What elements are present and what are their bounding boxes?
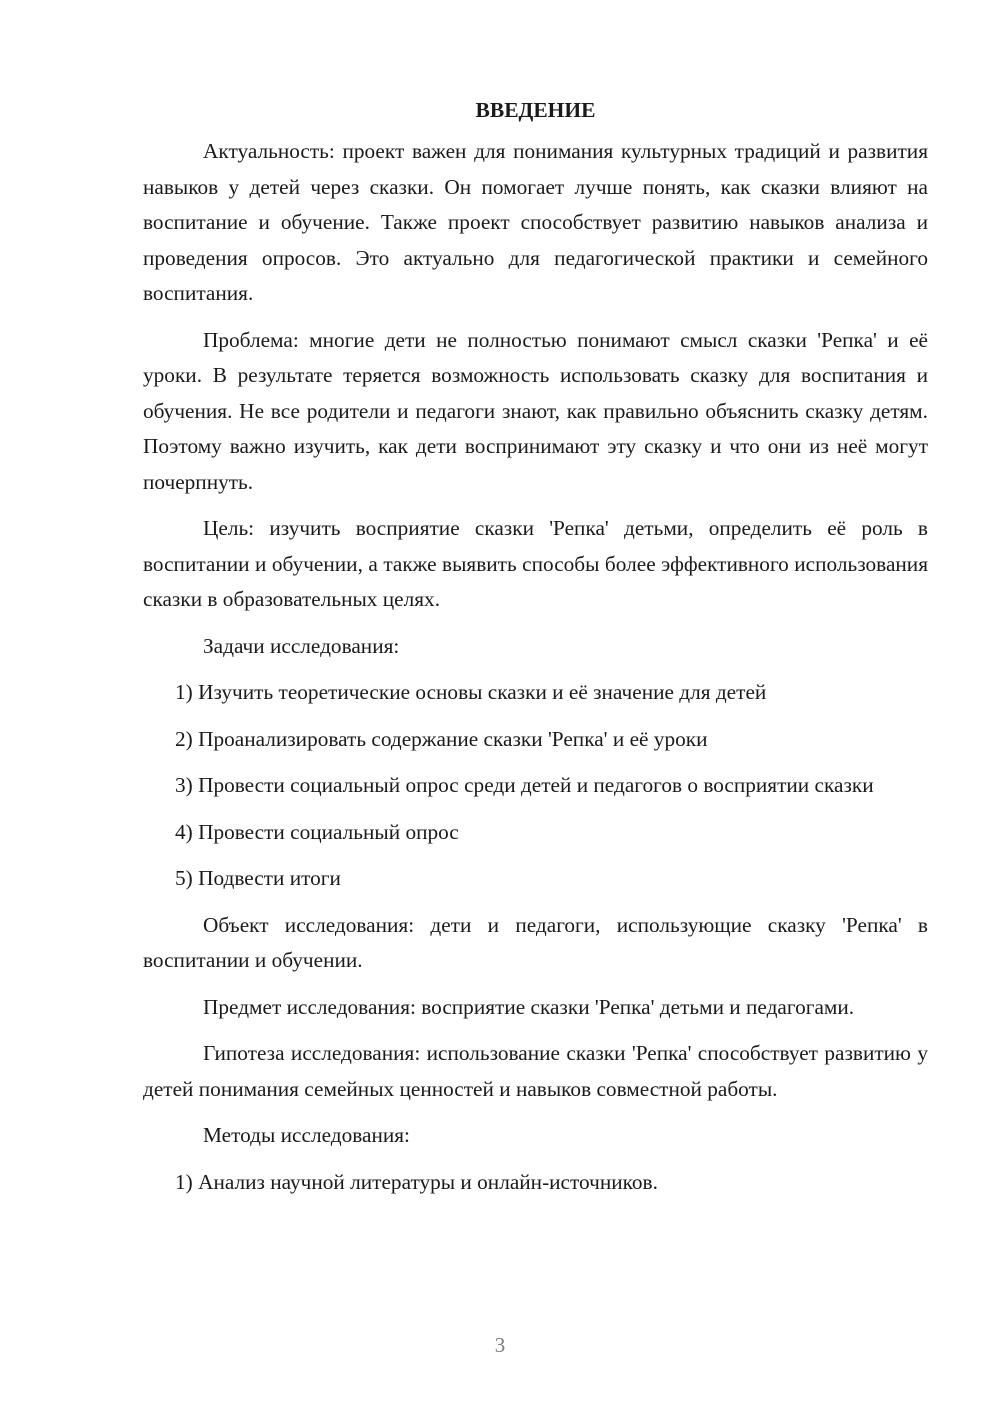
- task-item-5: 5) Подвести итоги: [175, 866, 341, 890]
- relevance-paragraph: Актуальность: проект важен для понимания культурных традиций и развития навыков у детей через сказки. Он помогает лучше понять, как сказки влияют на воспитание и обучение. Также проект способствует развитию навыков анализа и проведения опросов. Это актуально для педагогической практики и семейного воспитания.: [143, 139, 928, 305]
- task-item-4: 4) Провести социальный опрос: [175, 819, 459, 844]
- task-item-2: 2) Проанализировать содержание сказки 'Репка' и её уроки: [175, 726, 708, 751]
- hypothesis-paragraph: Гипотеза исследования: использование сказки 'Репка' способствует развитию у детей понимания семейных ценностей и навыков совместной работы.: [143, 1041, 928, 1101]
- document-page: [143, 96, 928, 1211]
- goal-paragraph: Цель: изучить восприятие сказки 'Репка' детьми, определить её роль в воспитании и обучении, а также выявить способы более эффективного использования сказки в образовательных целях.: [143, 516, 928, 611]
- section-title: ВВЕДЕНИЕ: [475, 98, 596, 122]
- tasks-heading: Задачи исследования:: [203, 633, 400, 658]
- method-item-1: 1) Анализ научной литературы и онлайн-источников.: [175, 1169, 658, 1194]
- task-item-3: 3) Провести социальный опрос среди детей и педагогов о восприятии сказки: [175, 773, 874, 797]
- subject-paragraph: Предмет исследования: восприятие сказки 'Репка' детьми и педагогами.: [203, 994, 855, 1019]
- object-paragraph: Объект исследования: дети и педагоги, использующие сказку 'Репка' в воспитании и обучении.: [143, 912, 928, 972]
- task-item-1: 1) Изучить теоретические основы сказки и её значение для детей: [175, 680, 767, 704]
- problem-paragraph: Проблема: многие дети не полностью понимают смысл сказки 'Репка' и её уроки. В результате теряется возможность использовать сказку для воспитания и обучения. Не все родители и педагоги знают, как правильно объяснить сказку детям. Поэтому важно изучить, как дети воспринимают эту сказку и что они из неё могут почерпнуть.: [143, 327, 928, 494]
- methods-heading: Методы исследования:: [203, 1123, 410, 1147]
- page-number: 3: [494, 1333, 506, 1357]
